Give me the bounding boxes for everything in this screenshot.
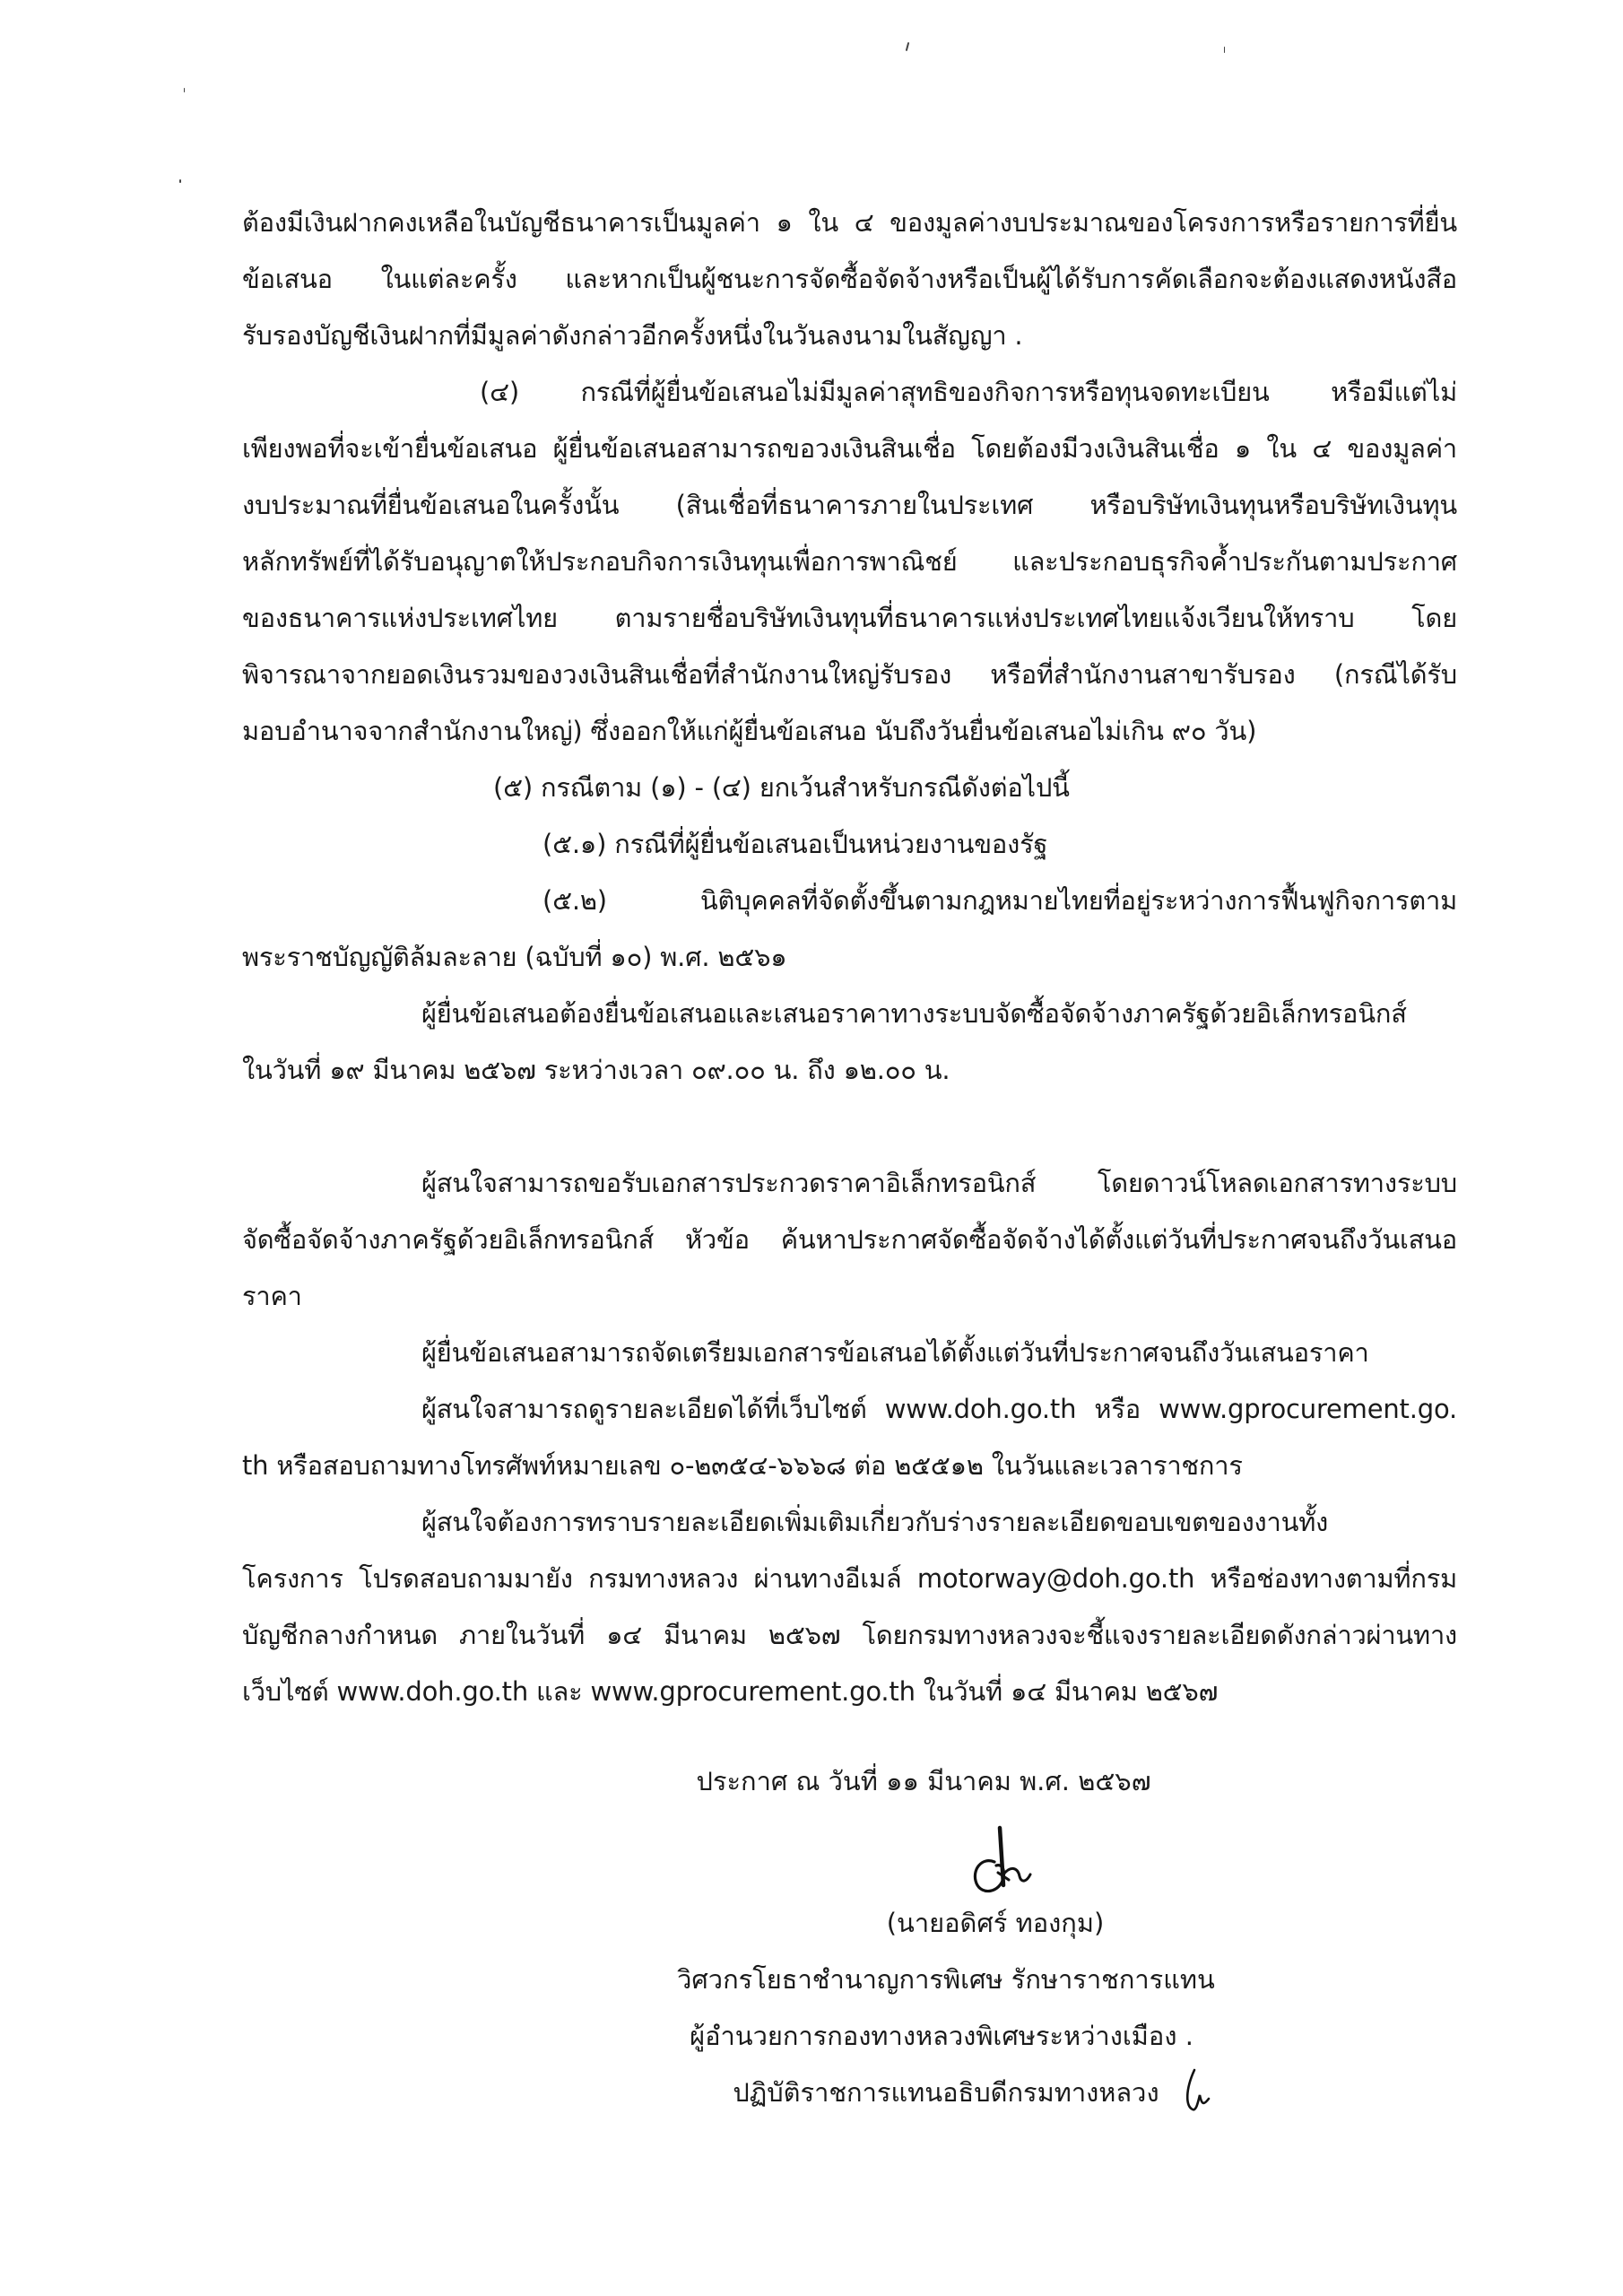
scan-speck xyxy=(184,88,185,92)
clause-5-1: (๕.๑) กรณีที่ผู้ยื่นข้อเสนอเป็นหน่วยงานของรัฐ xyxy=(542,829,1048,859)
signatory-title-line-2: ผู้อำนวยการกองทางหลวงพิเศษระหว่างเมือง . xyxy=(690,2021,1193,2051)
clause-5-2-line-2: พระราชบัญญัติล้มละลาย (ฉบับที่ ๑๐) พ.ศ. ๒๕๖๑ xyxy=(242,942,787,972)
signatory-title-line-3: ปฏิบัติราชการแทนอธิบดีกรมทางหลวง xyxy=(733,2077,1159,2108)
submission-line-2: ในวันที่ ๑๙ มีนาคม ๒๕๖๗ ระหว่างเวลา ๐๙.๐๐ น. ถึง ๑๒.๐๐ น. xyxy=(242,1055,950,1085)
clause-5-heading: (๕) กรณีตาม (๑) - (๔) ยกเว้นสำหรับกรณีดังต่อไปนี้ xyxy=(493,772,1070,803)
clause-4-line-5: ของธนาคารแห่งประเทศไทย ตามรายชื่อบริษัทเงินทุนที่ธนาคารแห่งประเทศไทยแจ้งเวียนให้ทราบ โดย xyxy=(242,603,1457,633)
clause-4-line-2: เพียงพอที่จะเข้ายื่นข้อเสนอ ผู้ยื่นข้อเสนอสามารถขอวงเงินสินเชื่อ โดยต้องมีวงเงินสินเชื่อ ๑ ใน ๔ ของมูลค่า xyxy=(242,433,1457,464)
preparation-line-1: ผู้ยื่นข้อเสนอสามารถจัดเตรียมเอกสารข้อเสนอได้ตั้งแต่วันที่ประกาศจนถึงวันเสนอราคา xyxy=(421,1337,1369,1368)
paragraph-continuation-line-2: ข้อเสนอ ในแต่ละครั้ง และหากเป็นผู้ชนะการจัดซื้อจัดจ้างหรือเป็นผู้ได้รับการคัดเลือกจะต้องแสดงหนังสือ xyxy=(242,264,1457,294)
scan-speck xyxy=(1224,47,1225,53)
website-info-line-1: ผู้สนใจสามารถดูรายละเอียดได้ที่เว็บไซต์ www.doh.go.th หรือ www.gprocurement.go. xyxy=(421,1394,1457,1424)
signatory-name: (นายอดิศร์ ทองกุม) xyxy=(886,1908,1105,1938)
clause-4-line-3: งบประมาณที่ยื่นข้อเสนอในครั้งนั้น (สินเชื่อที่ธนาคารภายในประเทศ หรือบริษัทเงินทุนหรือบริษัทเงินทุน xyxy=(242,490,1457,520)
inquiry-line-3: บัญชีกลางกำหนด ภายในวันที่ ๑๔ มีนาคม ๒๕๖๗ โดยกรมทางหลวงจะชี้แจงรายละเอียดดังกล่าวผ่านทาง xyxy=(242,1620,1457,1650)
clause-4-line-4: หลักทรัพย์ที่ได้รับอนุญาตให้ประกอบกิจการเงินทุนเพื่อการพาณิชย์ และประกอบธุรกิจค้ำประกันตามประกาศ xyxy=(242,546,1457,577)
clause-4-line-7: มอบอำนาจจากสำนักงานใหญ่) ซึ่งออกให้แก่ผู้ยื่นข้อเสนอ นับถึงวันยื่นข้อเสนอไม่เกิน ๙๐ วัน) xyxy=(242,716,1257,746)
scan-speck xyxy=(179,179,181,183)
clause-4-line-6: พิจารณาจากยอดเงินรวมของวงเงินสินเชื่อที่สำนักงานใหญ่รับรอง หรือที่สำนักงานสาขารับรอง (กรณีได้รับ xyxy=(242,659,1457,690)
paragraph-continuation-line-3: รับรองบัญชีเงินฝากที่มีมูลค่าดังกล่าวอีกครั้งหนึ่งในวันลงนามในสัญญา . xyxy=(242,320,1023,351)
download-info-line-3: ราคา xyxy=(242,1281,302,1311)
inquiry-line-2: โครงการ โปรดสอบถามมายัง กรมทางหลวง ผ่านทางอีเมล์ motorway@doh.go.th หรือช่องทางตามที่กรม xyxy=(242,1563,1457,1594)
inquiry-line-4: เว็บไซต์ www.doh.go.th และ www.gprocurement.go.th ในวันที่ ๑๔ มีนาคม ๒๕๖๗ xyxy=(242,1676,1219,1707)
handwritten-signature-icon xyxy=(964,1821,1036,1901)
download-info-line-2: จัดซื้อจัดจ้างภาครัฐด้วยอิเล็กทรอนิกส์ หัวข้อ ค้นหาประกาศจัดซื้อจัดจ้างได้ตั้งแต่วันที่ประกาศจนถึงวันเสนอ xyxy=(242,1224,1457,1255)
website-info-line-2: th หรือสอบถามทางโทรศัพท์หมายเลข ๐-๒๓๕๔-๖๖๖๘ ต่อ ๒๕๕๑๒ ในวันและเวลาราชการ xyxy=(242,1450,1243,1481)
download-info-line-1: ผู้สนใจสามารถขอรับเอกสารประกวดราคาอิเล็กทรอนิกส์ โดยดาวน์โหลดเอกสารทางระบบ xyxy=(421,1168,1457,1198)
scan-speck xyxy=(906,42,910,51)
announcement-date: ประกาศ ณ วันที่ ๑๑ มีนาคม พ.ศ. ๒๕๖๗ xyxy=(696,1766,1151,1796)
inquiry-line-1: ผู้สนใจต้องการทราบรายละเอียดเพิ่มเติมเกี่ยวกับร่างรายละเอียดขอบเขตของงานทั้ง xyxy=(421,1507,1329,1537)
clause-4-line-1: (๔) กรณีที่ผู้ยื่นข้อเสนอไม่มีมูลค่าสุทธิของกิจการหรือทุนจดทะเบียน หรือมีแต่ไม่ xyxy=(480,377,1457,407)
submission-line-1: ผู้ยื่นข้อเสนอต้องยื่นข้อเสนอและเสนอราคาทางระบบจัดซื้อจัดจ้างภาครัฐด้วยอิเล็กทรอนิกส์ xyxy=(421,998,1407,1029)
handwritten-initial-icon xyxy=(1182,2063,1218,2117)
paragraph-continuation-line-1: ต้องมีเงินฝากคงเหลือในบัญชีธนาคารเป็นมูลค่า ๑ ใน ๔ ของมูลค่างบประมาณของโครงการหรือรายการที่ยื่น xyxy=(242,207,1457,238)
clause-5-2-line-1: (๕.๒) นิติบุคคลที่จัดตั้งขึ้นตามกฎหมายไทยที่อยู่ระหว่างการฟื้นฟูกิจการตาม xyxy=(542,885,1457,916)
signatory-title-line-1: วิศวกรโยธาชำนาญการพิเศษ รักษาราชการแทน xyxy=(677,1964,1215,1995)
